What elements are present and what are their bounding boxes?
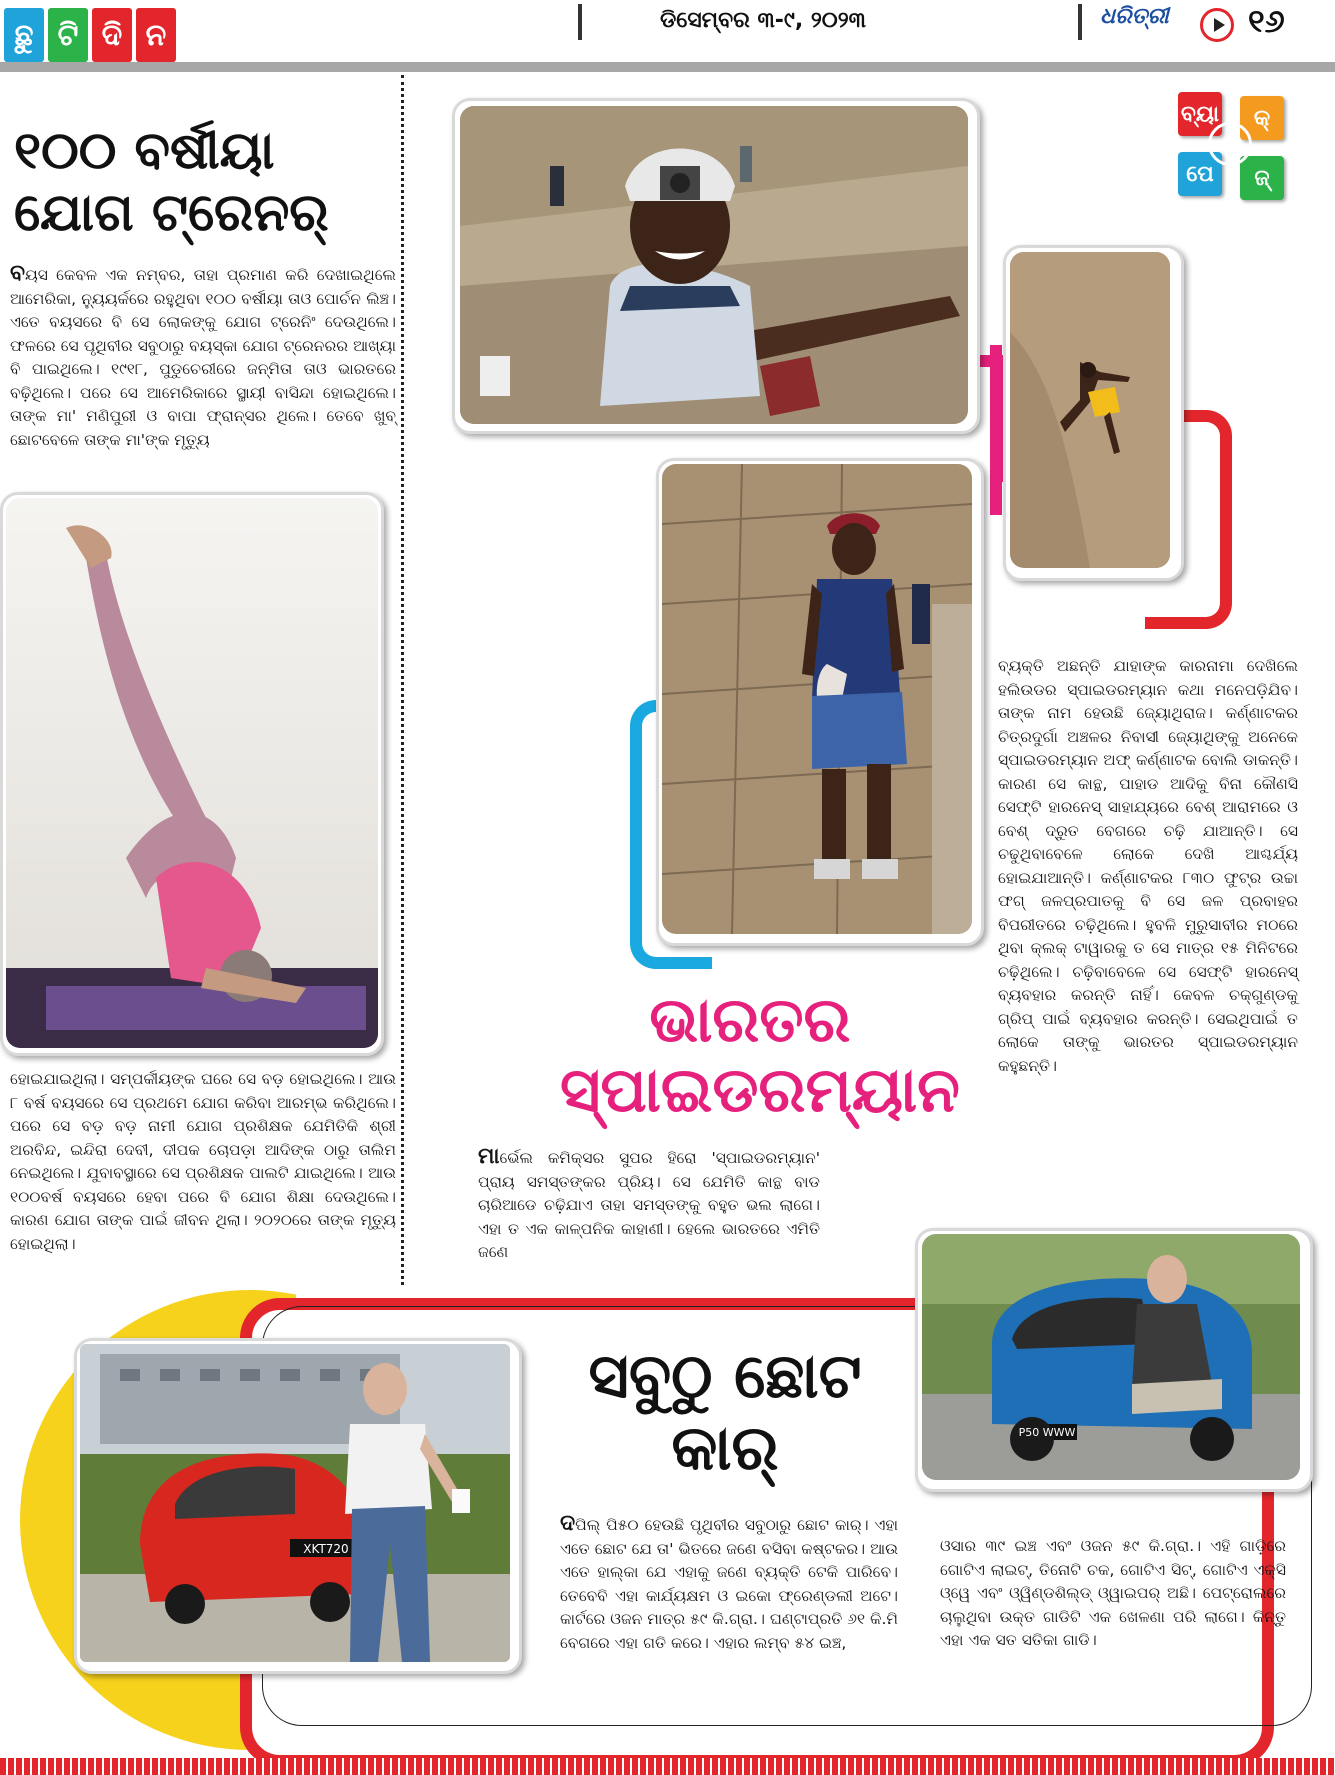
yoga-photo xyxy=(6,498,378,1048)
header-divider-right xyxy=(1078,4,1082,40)
page-number: ୧୬ xyxy=(1248,2,1285,40)
blue-car-plate: P50 WWW xyxy=(1018,1426,1076,1439)
spiderman-headline-line2: ସ୍ପାଇଡରମ୍ୟାନ xyxy=(560,1053,960,1126)
blue-car-photo xyxy=(922,1234,1300,1480)
yoga-photo-image xyxy=(6,498,378,1048)
logo-letter-2: ଟି xyxy=(48,8,88,62)
logo-letter-3: ଦି xyxy=(92,8,132,62)
blue-car-photo-image xyxy=(922,1234,1300,1480)
climber-photo-3-image xyxy=(662,464,972,934)
spiderman-dropcap: ମା xyxy=(478,1144,500,1169)
logo-letter-4: ନ xyxy=(136,8,176,62)
badge-tile-4: ଜ୍ xyxy=(1240,156,1284,200)
climber-photo-2 xyxy=(1010,252,1170,568)
spiderman-headline xyxy=(560,983,960,1126)
paper-name: ଧରିତ୍ରୀ xyxy=(1100,4,1169,29)
badge-ring xyxy=(1208,122,1252,166)
yoga-headline-line2: ଯୋଗ ଟ୍ରେନର୍ xyxy=(14,183,329,243)
magenta-accent-bar xyxy=(990,345,1002,515)
spiderman-intro xyxy=(478,1145,820,1265)
car-para-1-text: ପିଲ୍ ପି୫୦ ହେଉଛି ପୃଥିବୀର ସବୁଠାରୁ ଛୋଟ କାର୍। ଏହା ଏତେ ଛୋଟ ଯେ ତା' ଭିତରେ ଜଣେ ବସିବା କଷ୍ଟକର। ଆଉ ଏତେ ହାଲ୍କା ଯେ ଏହାକୁ ଜଣେ ବ୍ୟକ୍ତି ଟେକି ପାରିବେ। ତେବେବି ଏହା କାର୍ଯ୍ୟକ୍ଷମ ଓ ଇକୋ ଫ୍ରେଣ୍ଡଲୀ ଅଟେ। କାର୍ଟରେ ଓଜନ ମାତ୍ର ୫୯ କି.ଗ୍ରା.। ଘଣ୍ଟାପ୍ରତି ୬୧ କି.ମି ବେଗରେ ଏହା ଗତି କରେ। ଏହାର ଲମ୍ବ ୫୪ ଇଞ୍ଚ, xyxy=(560,1516,898,1652)
yoga-para-2: ହୋଇଯାଇଥିଲା। ସମ୍ପର୍କୀୟଙ୍କ ଘରେ ସେ ବଡ଼ ହୋଇଥିଲେ। ଆଉ ୮ ବର୍ଷ ବୟସରେ ସେ ପ୍ରଥମେ ଯୋଗ କରିବା ଆରମ୍ଭ କରିଥିଲେ। ପରେ ସେ ବଡ଼ ବଡ଼ ନାମୀ ଯୋଗ ପ୍ରଶିକ୍ଷକ ଯେମିତିକି ଶ୍ରୀ ଅରବିନ୍ଦ, ଇନ୍ଦିରା ଦେବୀ, ଦୀପକ ଚୋପଡ଼ା ଆଦିଙ୍କ ଠାରୁ ତାଲିମ ନେଇଥିଲେ। ଯୁବାବସ୍ଥାରେ ସେ ପ୍ରଶିକ୍ଷକ ପାଲଟି ଯାଇଥିଲେ। ଆଉ ୧୦୦ବର୍ଷ ବୟସରେ ହେବା ପରେ ବି ଯୋଗ ଶିକ୍ଷା ଦେଉଥିଲେ। କାରଣ ଯୋଗ ତାଙ୍କ ପାଇଁ ଜୀବନ ଥିଲା। ୨୦୨୦ରେ ତାଙ୍କ ମୃତ୍ୟୁ ହୋଇଥିଲା। xyxy=(10,1070,396,1253)
logo-letter-1: ଛୁ xyxy=(4,8,44,62)
column-divider xyxy=(401,75,404,1285)
red-car-plate: XKT720 xyxy=(303,1542,349,1556)
red-car-photo-image xyxy=(80,1344,510,1662)
climber-photo-2-image xyxy=(1010,252,1170,568)
play-arrow-icon xyxy=(1200,8,1234,42)
spiderman-headline-line1: ଭାରତର xyxy=(649,983,851,1056)
header-divider-left xyxy=(578,4,582,40)
car-headline xyxy=(545,1340,905,1484)
car-para-2: ଓସାର ୩୯ ଇଞ୍ଚ ଏବଂ ଓଜନ ୫୯ କି.ଗ୍ରା.। ଏହି ଗାଡ଼ିରେ ଗୋଟିଏ ଲାଇଟ୍, ତିନୋଟି ଚକ, ଗୋଟିଏ ସିଟ୍, ଗୋଟିଏ ଏକ୍ସି ଓ୍ୱେ ଏବଂ ଓ୍ୱିଣ୍ଡଶିଲ୍ଡ୍ ଓ୍ୱାଇପର୍ ଅଛି। ପେଟ୍ରୋଲରେ ଚାଲୁଥିବା ଉକ୍ତ ଗାଡିଟି ଏକ ଖେଳଣା ପରି ଲାଗେ। କିନ୍ତୁ ଏହା ଏକ ସତ ସତିକା ଗାଡି। xyxy=(940,1537,1286,1649)
badge-tile-1: ବ୍ୟା xyxy=(1178,92,1222,136)
spiderman-intro-text: ର୍ଭେଲ କମିକ୍ସର ସୁପର ହିରୋ 'ସ୍ପାଇଡରମ୍ୟାନ' ପ୍ରାୟ ସମସ୍ତଙ୍କର ପ୍ରିୟ। ସେ ଯେମିତି କାନ୍ଥ ବାଡ ଚାରିଆଡେ ଚଢ଼ିଯାଏ ତାହା ସମସ୍ତଙ୍କୁ ବହୁତ ଭଲ ଲାଗେ। ଏହା ତ ଏକ କାଳ୍ପନିକ କାହାଣୀ। ହେଲେ ଭାରତରେ ଏମିତି ଜଣେ xyxy=(478,1149,820,1261)
spiderman-right-column: ବ୍ୟକ୍ତି ଅଛନ୍ତି ଯାହାଙ୍କ କାରନାମା ଦେଖିଲେ ହଲିଉଡର ସ୍ପାଇଡରମ୍ୟାନ କଥା ମନେପଡ଼ିଯିବ। ତାଙ୍କ ନାମ ହେଉଛି ଜ୍ୟୋଥିରାଜ। କର୍ଣ୍ଣାଟକର ଚିତ୍ରଦୁର୍ଗା ଅଞ୍ଚଳର ନିବାସୀ ଜ୍ୟୋଥିଙ୍କୁ ଅନେକେ ସ୍ପାଇଡରମ୍ୟାନ ଅଫ୍ କର୍ଣ୍ଣାଟକ ବୋଲି ଡାକନ୍ତି। କାରଣ ସେ କାନ୍ଥ, ପାହାଡ ଆଦିକୁ ବିନା କୌଣସି ସେଫ୍ଟି ହାରନେସ୍ ସାହାଯ୍ୟରେ ବେଶ୍ ଆରାମରେ ଓ ବେଶ୍ ଦ୍ରୁତ ବେଗରେ ଚଢ଼ି ଯାଆନ୍ତି। ସେ ଚଢୁଥିବାବେଳେ ଲୋକେ ଦେଖି ଆଶ୍ଚର୍ଯ୍ୟ ହୋଇଯାଆନ୍ତି। କର୍ଣ୍ଣାଟକର ୮୩୦ ଫୁଟ୍ର ଉଚ୍ଚା ଫଗ୍ ଜଳପ୍ରପାତକୁ ବି ସେ ଜଳ ପ୍ରବାହର ବିପରୀତରେ ଚଢ଼ିଥିଲେ। ହୁବଳି ମୁରୁସାବୀର ମଠରେ ଥିବା କ୍ଲକ୍ ଟାୱାରକୁ ତ ସେ ମାତ୍ର ୧୫ ମିନିଟରେ ଚଢ଼ିଥିଲେ। ଚଢ଼ିବାବେଳେ ସେ ସେଫ୍ଟି ହାରନେସ୍ ବ୍ୟବହାର କରନ୍ତି ନାହିଁ। କେବଳ ଚକ୍‌ଗୁଣ୍ଡକୁ ଗ୍ରିପ୍ ପାଇଁ ବ୍ୟବହାର କରନ୍ତି। ସେଇଥିପାଇଁ ତ ଲୋକେ ତାଙ୍କୁ ଭାରତର ସ୍ପାଇଡରମ୍ୟାନ କହୁଛନ୍ତି। xyxy=(998,657,1298,1075)
badge-tile-3: ପେ xyxy=(1178,152,1222,196)
badge-tile-2: କ୍ xyxy=(1240,96,1284,140)
climber-photo-1 xyxy=(460,106,968,424)
yoga-para-1 xyxy=(10,262,396,452)
yoga-headline xyxy=(14,120,394,244)
car-headline-line2: କାର୍ xyxy=(671,1411,779,1484)
car-headline-line1: ସବୁଠୁ ଛୋଟ xyxy=(588,1339,862,1412)
yoga-para-1-text: ୟସ କେବଳ ଏକ ନମ୍ବର, ତାହା ପ୍ରମାଣ କରି ଦେଖାଇଥିଲେ ଆମେରିକା, ନ୍ୟୁୟର୍କରେ ରହୁଥିବା ୧୦୦ ବର୍ଷୀୟା ତାଓ ପୋର୍ଚନ ଲିଞ୍ଚ। ଏତେ ବୟସରେ ବି ସେ ଲୋକଙ୍କୁ ଯୋଗ ଟ୍ରେନିଂ ଦେଉଥିଲେ। ଫଳରେ ସେ ପୃଥିବୀର ସବୁଠାରୁ ବୟସ୍କା ଯୋଗ ଟ୍ରେନରର ଆଖ୍ୟା ବି ପାଇଥିଲେ। ୧୯୧୮, ପୁଡୁଚେରୀରେ ଜନ୍ମିତା ତାଓ ଭାରତରେ ବଢ଼ିଥିଲେ। ପରେ ସେ ଆମେରିକାରେ ସ୍ଥାୟୀ ବାସିନ୍ଦା ହୋଇଥିଲେ। ତାଙ୍କ ମା' ମଣିପୁରୀ ଓ ବାପା ଫ୍ରାନ୍ସର ଥିଲେ। ତେବେ ଖୁବ୍ ଛୋଟବେଳେ ତାଙ୍କ ମା'ଙ୍କ ମୃତ୍ୟୁ xyxy=(10,266,396,449)
climber-photo-1-image xyxy=(460,106,968,424)
car-dropcap: ଦ xyxy=(560,1511,576,1536)
issue-date: ଡିସେମ୍ବର ୩-୯, ୨୦୨୩ xyxy=(660,8,866,33)
car-para-1 xyxy=(560,1512,898,1655)
header-rule xyxy=(0,62,1335,72)
red-car-photo xyxy=(80,1344,510,1662)
climber-photo-3 xyxy=(662,464,972,934)
yoga-dropcap: ବ xyxy=(10,261,26,286)
yoga-headline-line1: ୧୦୦ ବର୍ଷୀୟା xyxy=(14,121,275,181)
footer-rule xyxy=(0,1758,1335,1775)
